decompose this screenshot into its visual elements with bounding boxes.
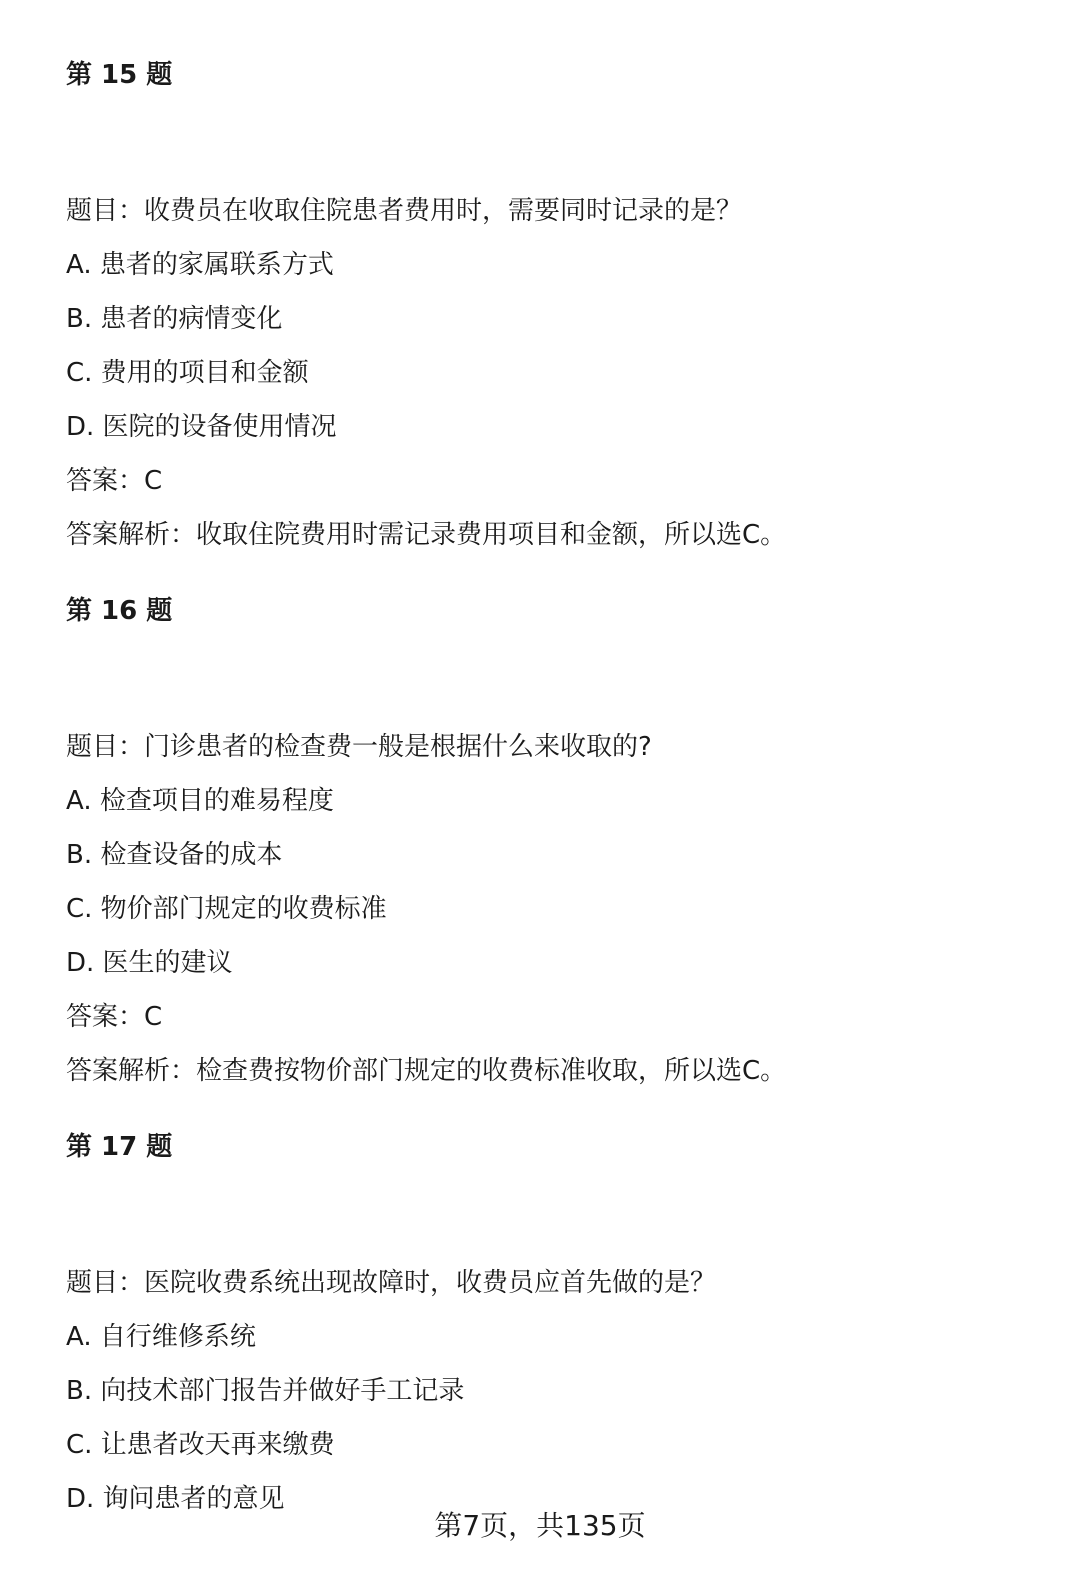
option-a: A. 检查项目的难易程度 bbox=[66, 786, 334, 816]
answer: 答案：C bbox=[66, 466, 163, 496]
question-heading: 第 16 题 bbox=[66, 596, 173, 626]
option-b: B. 检查设备的成本 bbox=[66, 840, 283, 870]
question-body bbox=[66, 1266, 1026, 1516]
question-17 bbox=[66, 1130, 1026, 1536]
option-b: B. 向技术部门报告并做好手工记录 bbox=[66, 1376, 465, 1406]
answer-explanation: 答案解析：收取住院费用时需记录费用项目和金额，所以选C。 bbox=[66, 520, 787, 550]
option-c: C. 让患者改天再来缴费 bbox=[66, 1430, 335, 1460]
option-d: D. 询问患者的意见 bbox=[66, 1484, 285, 1514]
answer-explanation: 答案解析：检查费按物价部门规定的收费标准收取，所以选C。 bbox=[66, 1056, 787, 1086]
option-b: B. 患者的病情变化 bbox=[66, 304, 283, 334]
question-15 bbox=[66, 58, 1026, 572]
option-c: C. 物价部门规定的收费标准 bbox=[66, 894, 387, 924]
page-footer: 第7页，共135页 bbox=[434, 1509, 646, 1542]
question-stem: 题目：医院收费系统出现故障时，收费员应首先做的是？ bbox=[66, 1268, 717, 1298]
question-heading: 第 17 题 bbox=[66, 1132, 173, 1162]
option-a: A. 自行维修系统 bbox=[66, 1322, 256, 1352]
option-d: D. 医院的设备使用情况 bbox=[66, 412, 337, 442]
question-stem: 题目：门诊患者的检查费一般是根据什么来收取的? bbox=[66, 732, 652, 762]
answer: 答案：C bbox=[66, 1002, 163, 1032]
question-heading: 第 15 题 bbox=[66, 60, 173, 90]
question-body bbox=[66, 194, 1026, 552]
question-body bbox=[66, 730, 1026, 1088]
option-c: C. 费用的项目和金额 bbox=[66, 358, 309, 388]
option-a: A. 患者的家属联系方式 bbox=[66, 250, 334, 280]
question-16 bbox=[66, 594, 1026, 1108]
option-d: D. 医生的建议 bbox=[66, 948, 233, 978]
question-stem: 题目：收费员在收取住院患者费用时，需要同时记录的是？ bbox=[66, 196, 743, 226]
